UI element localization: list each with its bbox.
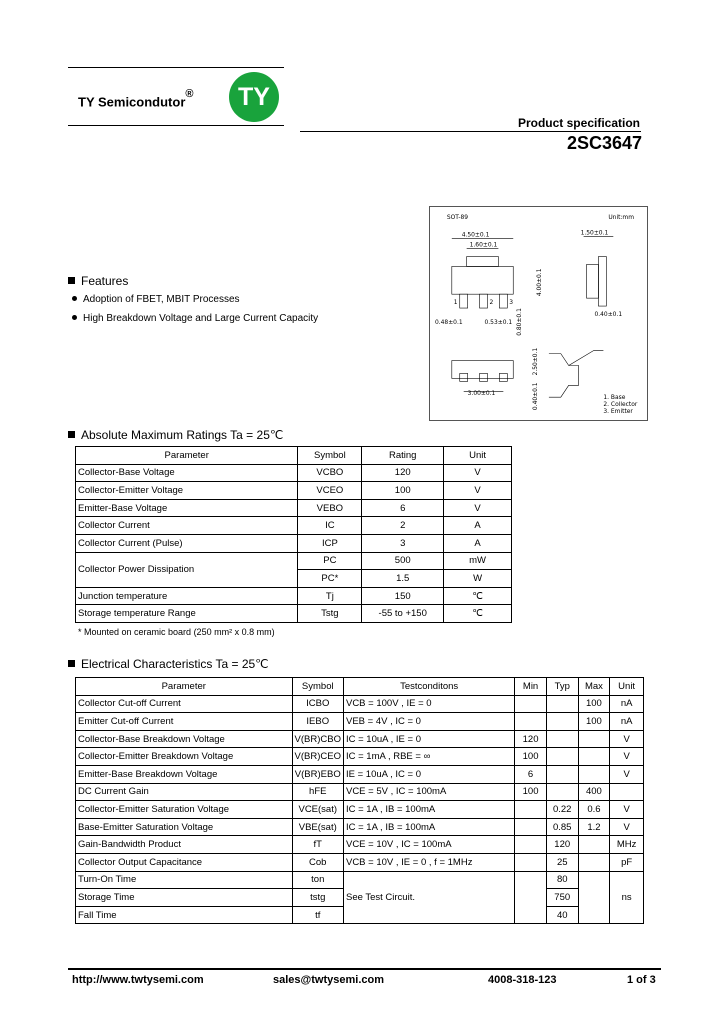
table-row: Turn-On Time ton See Test Circuit. 80 ns xyxy=(76,871,644,889)
table-row: Junction temperature Tj 150 ℃ xyxy=(76,587,512,605)
dim-pitch: 3.00±0.1 xyxy=(467,390,496,398)
table-row: Collector-Emitter Voltage VCEO 100 V xyxy=(76,482,512,500)
header-bottom-rule xyxy=(68,125,284,126)
abs-max-heading: Absolute Maximum Ratings Ta = 25℃ xyxy=(68,428,283,442)
dim-pin2: 0.53±0.1 xyxy=(484,318,513,326)
dim-width: 4.50±0.1 xyxy=(461,231,490,239)
footer-page: 1 of 3 xyxy=(627,974,656,986)
bullet-dot-icon xyxy=(72,296,77,301)
header-top-rule xyxy=(68,67,284,68)
footer-url[interactable]: http://www.twtysemi.com xyxy=(72,974,204,986)
table-row: Collector-Base Breakdown Voltage V(BR)CBO IC = 10uA , IE = 0 120 V xyxy=(76,730,644,748)
table-row: Base-Emitter Saturation Voltage VBE(sat) IC = 1A , IB = 100mA 0.85 1.2 V xyxy=(76,818,644,836)
table-row: Collector Current IC 2 A xyxy=(76,517,512,535)
feature-item: Adoption of FBET, MBIT Processes xyxy=(72,294,240,305)
square-bullet-icon xyxy=(68,277,75,284)
square-bullet-icon xyxy=(68,431,75,438)
pin-3-label: 3 xyxy=(509,299,514,307)
dim-pin: 0.48±0.1 xyxy=(434,318,463,326)
mounting-note: * Mounted on ceramic board (250 mm² x 0.8 mm) xyxy=(78,627,275,637)
spec-rule xyxy=(300,131,641,132)
dim-vert: 0.80±0.1 xyxy=(516,308,524,336)
elec-table xyxy=(75,677,644,924)
elec-heading: Electrical Characteristics Ta = 25℃ xyxy=(68,657,269,671)
table-header-row: Parameter Symbol Rating Unit xyxy=(76,447,512,465)
footer-email[interactable]: sales@twtysemi.com xyxy=(273,974,384,986)
part-number: 2SC3647 xyxy=(566,133,642,153)
registered-mark: ® xyxy=(185,88,194,100)
table-row: Emitter-Base Breakdown Voltage V(BR)EBO IE = 10uA , IC = 0 6 V xyxy=(76,765,644,783)
pin-legend-3: 3. Emitter xyxy=(603,408,633,416)
table-row: Collector-Emitter Saturation Voltage VCE(sat) IC = 1A , IB = 100mA 0.22 0.6 V xyxy=(76,801,644,819)
bullet-dot-icon xyxy=(72,315,77,320)
dim-side: 1.50±0.1 xyxy=(580,229,609,237)
table-row: DC Current Gain hFE VCE = 5V , IC = 100mA 100 400 xyxy=(76,783,644,801)
table-row: Fall Time tf 40 xyxy=(76,906,644,924)
table-row: Collector Current (Pulse) ICP 3 A xyxy=(76,534,512,552)
ty-logo: TY xyxy=(229,72,279,122)
table-row: Collector Power Dissipation PC 500 mW xyxy=(76,552,512,570)
table-row: Collector-Base Voltage VCBO 120 V xyxy=(76,464,512,482)
product-spec-label: Product specification xyxy=(517,116,640,130)
package-drawing xyxy=(429,206,648,421)
pin-2-label: 2 xyxy=(489,299,494,307)
footer-rule xyxy=(68,968,661,970)
table-row: Collector Cut-off Current ICBO VCB = 100V , IE = 0 100 nA xyxy=(76,695,644,713)
square-bullet-icon xyxy=(68,660,75,667)
dim-vert2: 2.50±0.1 xyxy=(532,347,540,376)
feature-item: High Breakdown Voltage and Large Current Capacity xyxy=(72,313,318,324)
pin-legend-1: 1. Base xyxy=(603,394,626,402)
dim-height: 4.00±0.1 xyxy=(535,268,543,297)
table-row: Collector Output Capacitance Cob VCB = 10V , IE = 0 , f = 1MHz 25 pF xyxy=(76,853,644,871)
table-header-row: Parameter Symbol Testconditons Min Typ Max Unit xyxy=(76,678,644,696)
table-row: Storage temperature Range Tstg -55 to +150 ℃ xyxy=(76,605,512,623)
table-row: Gain-Bandwidth Product fT VCE = 10V , IC = 100mA 120 MHz xyxy=(76,836,644,854)
dim-lead: 0.40±0.1 xyxy=(594,310,623,318)
package-name: SOT-89 xyxy=(446,213,469,221)
pin-1-label: 1 xyxy=(453,299,458,307)
pin-legend-2: 2. Collector xyxy=(603,401,638,409)
table-row: Emitter Cut-off Current IEBO VEB = 4V , IC = 0 100 nA xyxy=(76,713,644,731)
package-unit: Unit:mm xyxy=(608,213,635,221)
dim-tab: 1.60±0.1 xyxy=(469,241,498,249)
table-row: Collector-Emitter Breakdown Voltage V(BR)CEO IC = 1mA , RBE = ∞ 100 V xyxy=(76,748,644,766)
abs-max-table xyxy=(75,446,512,623)
dim-vert3: 0.40±0.1 xyxy=(532,382,540,411)
footer-phone: 4008-318-123 xyxy=(488,974,557,986)
table-row: Storage Time tstg 750 xyxy=(76,889,644,907)
table-row: Emitter-Base Voltage VEBO 6 V xyxy=(76,499,512,517)
table-row: PC* 1.5 W xyxy=(76,570,512,588)
features-heading: Features xyxy=(68,274,128,288)
brand-name: TY Semicondutor® xyxy=(78,88,194,110)
